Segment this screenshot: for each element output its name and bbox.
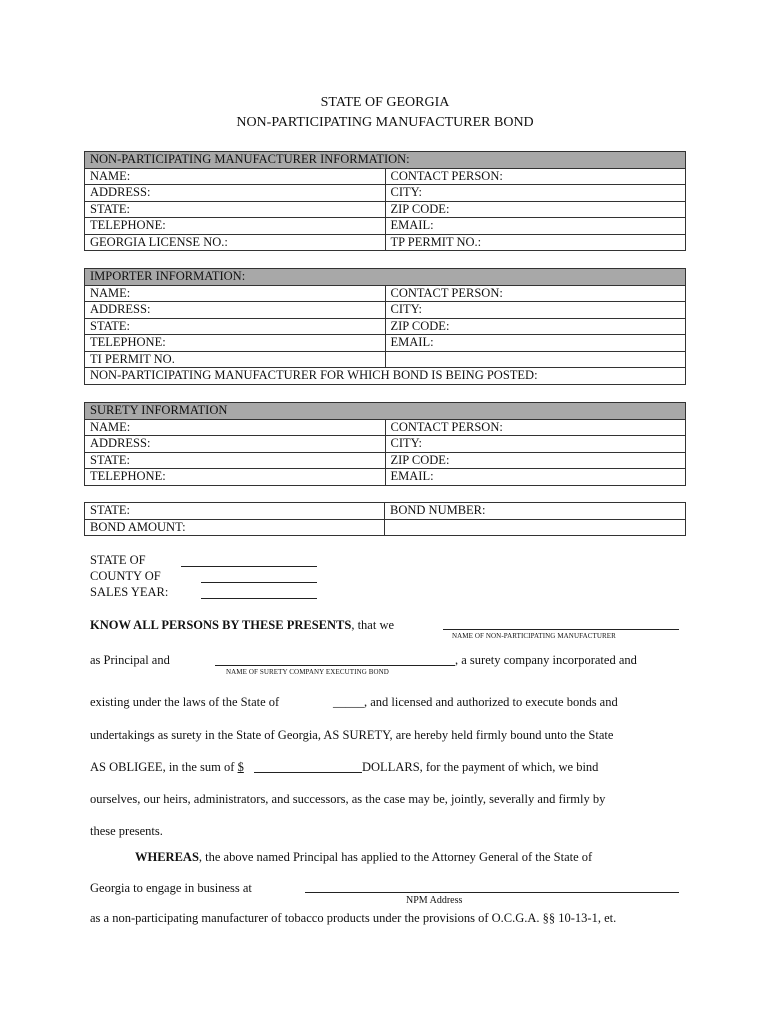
- importer-address-field[interactable]: ADDRESS:: [85, 302, 386, 319]
- licensed-authorized-text: , and licensed and authorized to execute bonds and: [364, 695, 618, 709]
- table-row: [85, 519, 686, 536]
- venue-state-label: STATE OF: [90, 553, 146, 567]
- importer-zip-field[interactable]: ZIP CODE:: [385, 318, 686, 335]
- surety-information-header: SURETY INFORMATION: [85, 403, 686, 420]
- npm-name-field[interactable]: NAME:: [85, 168, 386, 185]
- surety-email-field[interactable]: EMAIL:: [385, 469, 686, 486]
- table-row: [85, 168, 686, 185]
- npm-zip-field[interactable]: ZIP CODE:: [385, 201, 686, 218]
- know-all-persons-rest: , that we: [351, 618, 395, 632]
- table-row: [85, 351, 686, 368]
- know-all-persons-line: [90, 617, 394, 633]
- know-all-persons-bold: KNOW ALL PERSONS BY THESE PRESENTS: [90, 618, 352, 632]
- table-row: [85, 218, 686, 235]
- obligee-text: [90, 759, 244, 775]
- npm-telephone-field[interactable]: TELEPHONE:: [85, 218, 386, 235]
- bond-sum-line[interactable]: [254, 772, 362, 773]
- bond-state-field[interactable]: STATE:: [85, 503, 385, 520]
- surety-state-field[interactable]: STATE:: [85, 452, 386, 469]
- table-row: [85, 419, 686, 436]
- importer-name-field[interactable]: NAME:: [85, 285, 386, 302]
- document-subtitle: NON-PARTICIPATING MANUFACTURER BOND: [236, 115, 534, 130]
- existing-under-laws-text: existing under the laws of the State of: [90, 695, 280, 709]
- npm-information-table: [84, 151, 686, 251]
- npm-address-caption: NPM Address: [406, 895, 463, 906]
- dollar-sign: $: [237, 760, 244, 774]
- table-row: [85, 469, 686, 486]
- npm-name-line[interactable]: [443, 629, 679, 630]
- table-row: [85, 285, 686, 302]
- bond-number-field[interactable]: BOND NUMBER:: [385, 503, 686, 520]
- importer-email-field[interactable]: EMAIL:: [385, 335, 686, 352]
- bond-amount-field[interactable]: BOND AMOUNT:: [85, 519, 385, 536]
- table-row: [85, 335, 686, 352]
- importer-blank-cell[interactable]: [385, 351, 686, 368]
- npm-information-header: NON-PARTICIPATING MANUFACTURER INFORMATION:: [85, 152, 686, 169]
- as-principal-text: as Principal and: [90, 653, 170, 667]
- surety-company-caption: NAME OF SURETY COMPANY EXECUTING BOND: [226, 668, 389, 676]
- venue-county-line[interactable]: [201, 582, 317, 583]
- bond-information-table: [84, 502, 686, 536]
- venue-sales-year-line[interactable]: [201, 598, 317, 599]
- importer-ti-permit-field[interactable]: TI PERMIT NO.: [85, 351, 386, 368]
- whereas-bold: WHEREAS: [135, 850, 199, 864]
- venue-sales-year-label: SALES YEAR:: [90, 585, 169, 599]
- importer-information-header: IMPORTER INFORMATION:: [85, 269, 686, 286]
- state-of-incorporation-blank[interactable]: _____: [333, 695, 365, 709]
- these-presents-text: these presents.: [90, 824, 163, 838]
- npm-tp-permit-field[interactable]: TP PERMIT NO.:: [385, 234, 686, 251]
- npm-state-field[interactable]: STATE:: [85, 201, 386, 218]
- table-row: [85, 318, 686, 335]
- npm-name-caption: NAME OF NON-PARTICIPATING MANUFACTURER: [452, 632, 616, 640]
- obligee-prefix: AS OBLIGEE, in the sum of: [90, 760, 238, 774]
- npm-contact-person-field[interactable]: CONTACT PERSON:: [385, 168, 686, 185]
- dollars-payment-text: DOLLARS, for the payment of which, we bind: [362, 760, 599, 774]
- importer-information-table: [84, 268, 686, 385]
- table-row: [85, 368, 686, 385]
- table-row: [85, 185, 686, 202]
- georgia-engage-text: Georgia to engage in business at: [90, 881, 252, 895]
- importer-contact-person-field[interactable]: CONTACT PERSON:: [385, 285, 686, 302]
- surety-telephone-field[interactable]: TELEPHONE:: [85, 469, 386, 486]
- surety-information-table: [84, 402, 686, 486]
- npm-address-line[interactable]: [305, 892, 679, 893]
- importer-city-field[interactable]: CITY:: [385, 302, 686, 319]
- surety-contact-person-field[interactable]: CONTACT PERSON:: [385, 419, 686, 436]
- ourselves-heirs-text: ourselves, our heirs, administrators, and successors, as the case may be, jointly, severally and firmly by: [90, 792, 606, 806]
- surety-zip-field[interactable]: ZIP CODE:: [385, 452, 686, 469]
- whereas-rest: , the above named Principal has applied to the Attorney General of the State of: [198, 850, 593, 864]
- surety-city-field[interactable]: CITY:: [385, 436, 686, 453]
- undertakings-text: undertakings as surety in the State of Georgia, AS SURETY, are hereby held firmly bound unto the State: [90, 728, 614, 742]
- whereas-line: [135, 849, 592, 865]
- table-row: [85, 436, 686, 453]
- importer-npm-for-bond-field[interactable]: NON-PARTICIPATING MANUFACTURER FOR WHICH BOND IS BEING POSTED:: [85, 368, 686, 385]
- surety-company-tail-text: , a surety company incorporated and: [455, 653, 637, 667]
- table-row: [85, 201, 686, 218]
- importer-telephone-field[interactable]: TELEPHONE:: [85, 335, 386, 352]
- table-row: [85, 452, 686, 469]
- npm-email-field[interactable]: EMAIL:: [385, 218, 686, 235]
- table-row: [85, 234, 686, 251]
- document-title: STATE OF GEORGIA: [320, 95, 450, 110]
- tobacco-provisions-text: as a non-participating manufacturer of tobacco products under the provisions of O.C.G.A. §§ 10-13-1, et.: [90, 911, 617, 925]
- surety-address-field[interactable]: ADDRESS:: [85, 436, 386, 453]
- npm-license-field[interactable]: GEORGIA LICENSE NO.:: [85, 234, 386, 251]
- table-row: [85, 503, 686, 520]
- surety-name-field[interactable]: NAME:: [85, 419, 386, 436]
- surety-company-line[interactable]: [215, 665, 455, 666]
- importer-state-field[interactable]: STATE:: [85, 318, 386, 335]
- table-row: [85, 302, 686, 319]
- npm-address-field[interactable]: ADDRESS:: [85, 185, 386, 202]
- venue-state-line[interactable]: [181, 566, 317, 567]
- venue-county-label: COUNTY OF: [90, 569, 161, 583]
- npm-city-field[interactable]: CITY:: [385, 185, 686, 202]
- bond-blank-cell[interactable]: [385, 519, 686, 536]
